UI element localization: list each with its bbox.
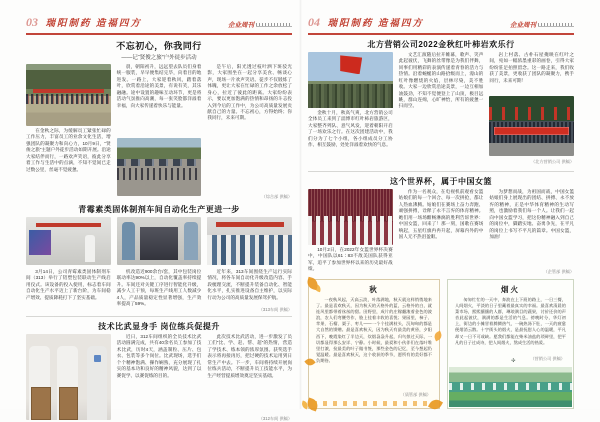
byline: （质管部 供稿）	[400, 392, 431, 397]
text-column	[26, 64, 111, 200]
cleanroom-ceremony-photo	[26, 217, 111, 265]
text-column	[489, 52, 574, 168]
article-text: 近日，312车间组织的全员技术比武活动圆满完成，共有40余名员工参加了技术比武，历时4天，涵盖制粒、压片、包衣、包装等多个岗位。比武现场，选手们个个精神饱满、操作娴熟，充分展现了扎实的基本功和良好的精神风貌，达到了以赛促学、以赛促练的目的。	[116, 334, 202, 378]
essay-box-autumn	[308, 279, 440, 409]
prize-box	[31, 387, 50, 420]
article-title: 技术比武显身手 岗位练兵促提升	[98, 322, 220, 331]
masthead-left	[26, 13, 292, 35]
photo-column	[117, 217, 202, 267]
issue-note-smudge	[256, 23, 292, 27]
group-banner-photo	[489, 96, 574, 156]
red-banner	[36, 223, 100, 227]
text-column	[117, 64, 202, 200]
machine-unit	[140, 227, 177, 261]
article-text: 3月14日，公司青霉素类固体制剂车间（313）举行了铝塑包装联动生产线启用仪式。该设备的投入使用，标志着车间自动化生产水平迈上了新台阶，为车间稳产增效、提质降耗打下了坚实基础。	[26, 269, 111, 300]
face-mask	[94, 355, 102, 362]
photo-column	[26, 217, 111, 267]
packaging-machine-photo	[117, 217, 202, 265]
award-winners-photo	[26, 334, 111, 420]
parking-lot-photo	[117, 138, 202, 196]
red-flags-row	[489, 107, 574, 120]
article-automation	[26, 204, 292, 313]
masthead-title	[308, 13, 424, 31]
page-04	[300, 0, 600, 409]
article-text: 金秋十月，秋高气爽，北方营销公司全体员工来到了淄博市红叶柿岩旅游区，大家整齐列队、意气风发，迎着朝阳开启了一场欢乐之行。在这次团建活动中，我们分为了七个小组，各小组成员分工协作、相互鼓励，处处洋溢着欢快的气息。	[308, 110, 393, 148]
article-autumn-outing	[308, 39, 574, 168]
flag-team-photo	[308, 52, 393, 108]
workshop-team-photo	[207, 217, 292, 265]
article-text: 机改造近900余台/套，其中包装岗位联动率达90%以上，自动化覆盖率持续提升。车间还对关键工序进行智能化升级，减少人工干预，每班生产线用工人数减少4人，产品质量稳定性显著增强，生产效率提高了59%。	[116, 269, 202, 307]
red-flag	[340, 55, 362, 74]
article-text: 作为一名观众，在电视机前观看女篮姑娘们的每一个回合、每一次拼抢，都让人热血沸腾。姑娘们在赛场上奋力奔跑、顽强拼搏，诠释了永不言弃的体育精神。她们用一场场酣畅淋漓的胜利告诉世界：中国女篮，回来了！那一刻，国歌在赛场响起，五星红旗冉冉升起，屏幕内外的中国人无不热泪盈眶。	[398, 189, 484, 239]
paper-logo-block	[510, 15, 574, 31]
article-text: 为梦想而战，为祖国而战，中国女篮姑娘们身上展现出的团结、拼搏、永不放弃的精神，正是中华体育精神的生动写照，也激励着我们每一个人。让我们一起向中国女篮学习，把这份精神融入到自己的岗位中，脚踏实地、奋勇争先，在平凡的岗位上书写不平凡的篇章。中国女篮，加油！	[489, 189, 575, 239]
byline: （综合部 供稿）	[261, 194, 293, 199]
dragonfly-glyph: ✣	[511, 358, 516, 364]
article-text: 此次技术比武活动，进一步激发了员工们“比、学、赶、帮、超”的热情，营造了学技术、练本领的浓厚氛围。获奖选手表示将再接再厉，把过硬的技术运用到日常生产中去。下一步，车间将持续开展岗位练兵活动，不断提升员工技能水平，为生产经营提质增效奠定坚实基础。	[207, 334, 293, 378]
red-banner	[33, 89, 104, 93]
team-figures	[207, 235, 292, 265]
camouflage-team-figures	[308, 84, 393, 108]
crowd-figures	[117, 168, 202, 180]
article-text: 10月2日，在2022年女篮世界杯决赛中，中国队以61∶83不敌美国队获得亚军，追平了参加世界杯以来的历史最好战绩。	[308, 247, 393, 272]
player-figures	[308, 216, 393, 245]
byline: （营销公司 供稿）	[530, 356, 565, 361]
article-title: 不忘初心，你我同行	[116, 41, 202, 51]
photo-column	[26, 334, 111, 422]
brand-title: 瑞阳制药 造福四方	[45, 19, 142, 29]
byline: （312车间 供稿）	[258, 416, 293, 421]
article-text: 近年来，313车间围绕生产运行实际情况，将各车间自动化升级改造内容、手段梳理交流，不断提升装备自动化、智能化水平，扎实推进设备自主维护，以实际行动为公司的高质量发展保驾护航。	[207, 269, 293, 300]
basketball-team-photo	[308, 189, 393, 245]
parked-cars	[117, 159, 202, 166]
essay-text: 一夜秋风起，天高云淡，叶落满地，秋天就这样悄悄地来了。最是喜欢秋天，因为秋天的天格外的蓝，云格外的白，就连风里都带着丝丝的甜。田野里，成片的庄稼翻滚着金色的波浪，农人们弯腰劳作，脸上挂着丰收的喜悦；果园里，柿子、苹果、石榴、栗子、枣儿——一个个挂满枝头，沉甸甸的都是大自然的馈赠。最是喜欢秋天，因为秋天有最美的黄昏，夕阳西下，晚霞染红了半边天，炊烟袅袅升起，归鸟掠过天际，一切都显得那么安详、宁静。小时候，最爱和小伙伴们在落叶堆里打滚，捡最美的叶子做书签，那些金色的记忆，至今想起仍觉温暖。最是喜欢秋天，这个收获的季节，愿所有的美好都不负期待。	[316, 297, 432, 363]
paper-logo-block	[228, 15, 292, 31]
byline: （企管部 供稿）	[543, 269, 575, 274]
page-number: 04	[308, 15, 320, 29]
essay-box-fireworks	[447, 279, 574, 409]
article-title: 北方营销公司2022金秋红叶柿岩欢乐行	[367, 40, 515, 49]
paper-logo: 企业周刊	[228, 22, 254, 29]
article-text: 文艺汇演随后拉开帷幕，歌声、笑声此起彼伏，飞舞的丝带像是为我们伴舞，同事们用精彩的表演传递着青春的活力与热情。沿着蜿蜒的山路拾级而上，漫山的红叶像燃烧的火焰，层林尽染，美不胜收。大家一边欣赏沿途美景，一边互相加油鼓劲，不知不觉便登上了山顶，极目远眺，群山连绵，心旷神怡，所有的疲惫一扫而空。	[398, 52, 484, 109]
prize-box	[59, 387, 78, 420]
brand-title: 瑞阳制药 造福四方	[327, 19, 424, 29]
article-title: 这个世界杯，属于中国女篮	[390, 177, 492, 186]
article-subtitle: ——记“贤俊之旅”户外徒步活动	[121, 55, 197, 61]
masthead-right	[308, 13, 574, 35]
photo-column	[207, 217, 292, 267]
article-title: 青霉素类固体制剂车间自动化生产更进一步	[78, 205, 240, 214]
article-text: 晨，朝阳初升，远远望去队员们身着统一服装，早早便集结完毕，向着目的地进发。一路上，大家迎着秋风，踏着落叶，欣赏着沿途的美景，有说有笑，其乐融融。途中设置的趣味互动环节，更是将活动气氛推向高潮，每一张笑脸都洋溢着幸福，向大家传递着快乐与能量。	[116, 64, 202, 108]
article-text: 岩上村落、古朴石屋掩映在红叶之间，宛如一幅浓墨重彩的画卷，引得大家纷纷驻足拍照留念。这一路走来，我们收获了美景，更收获了团队的凝聚力，携手同行，未来可期！	[489, 52, 575, 83]
autumn-leaf-decoration	[433, 331, 444, 342]
masthead-title	[26, 13, 142, 31]
byline: （313车间 供稿）	[258, 307, 293, 312]
article-text: 是午后，阳光透过枝叶洒下斑驳光影，大家围坐在一起分享美食、畅谈心声，现场一片欢声笑语。徒步不仅锻炼了体魄，更让大家在忙碌的工作之余放松了身心，拉近了彼此的距离。大家纷纷表示，要以更加饱满的热情和昂扬的斗志投入到今后的工作中，为公司高质量发展贡献自己的力量。不忘初心，方得始终；你我同行，未来可期。	[207, 64, 293, 121]
village-houses	[449, 383, 572, 390]
autumn-leaf-decoration	[304, 356, 315, 367]
article-text: 在金秋之际，为缓解员工紧张忙碌的工作压力，丰富员工的业余文化生活，增强团队的凝聚力和向心力，10月9日，“贤俊之旅”主题户外徒步活动如期开展。沿途大家结伴而行，一路欢声笑语，彼此分享着工作与生活中的点滴，不知不觉间已走过数公里，丝毫不觉疲惫。	[26, 128, 111, 172]
paper-logo: 企业周刊	[510, 22, 536, 29]
essay-title: 烟火	[501, 285, 520, 294]
section-divider	[308, 171, 574, 172]
text-column	[308, 52, 393, 168]
leaf-border-decoration	[313, 401, 435, 406]
article-hiking	[26, 39, 292, 200]
section-divider	[26, 316, 292, 317]
issue-note-smudge	[538, 23, 574, 27]
crowd-figures	[26, 94, 111, 104]
article-skill-contest	[26, 321, 292, 422]
display-screen	[29, 230, 51, 255]
page-03	[0, 0, 300, 421]
worker-figure	[184, 222, 198, 260]
essay-boxes-row	[308, 279, 574, 409]
page-number: 03	[26, 15, 38, 29]
red-banner	[494, 127, 569, 135]
worker-figure	[85, 235, 95, 261]
photo-caption: （北方营销公司 供稿）	[530, 159, 575, 164]
article-womens-basketball	[308, 176, 574, 275]
essay-text: 匆匆忙忙的一天中，奔波在上下班的路上，一日三餐，人间烟火，平淡的日子里藏着最真实的幸福。最喜欢清晨的菜市场，熙熙攘攘的人群，琳琅满目的蔬果，讨价还价的声音此起彼伏，满满的都是生活的气息。傍晚时分，华灯初上，街边的小摊冒着腾腾热气，一碗热汤下肚，一天的疲惫便烟消云散。十字街头的烟火，是最抚慰人心的温暖，平凡却又一日不可或缺。愿我们都能在柴米油盐的琐碎里，把平凡的日子过成诗，把人间烟火，熬成生活的热爱。	[455, 297, 566, 345]
hiking-group-photo	[26, 64, 111, 126]
landscape-painting	[449, 367, 572, 407]
essay-title: 秋	[369, 285, 379, 294]
worker-figure	[122, 222, 136, 260]
red-banner	[216, 222, 284, 227]
text-column	[207, 64, 292, 200]
text-column	[308, 189, 393, 275]
